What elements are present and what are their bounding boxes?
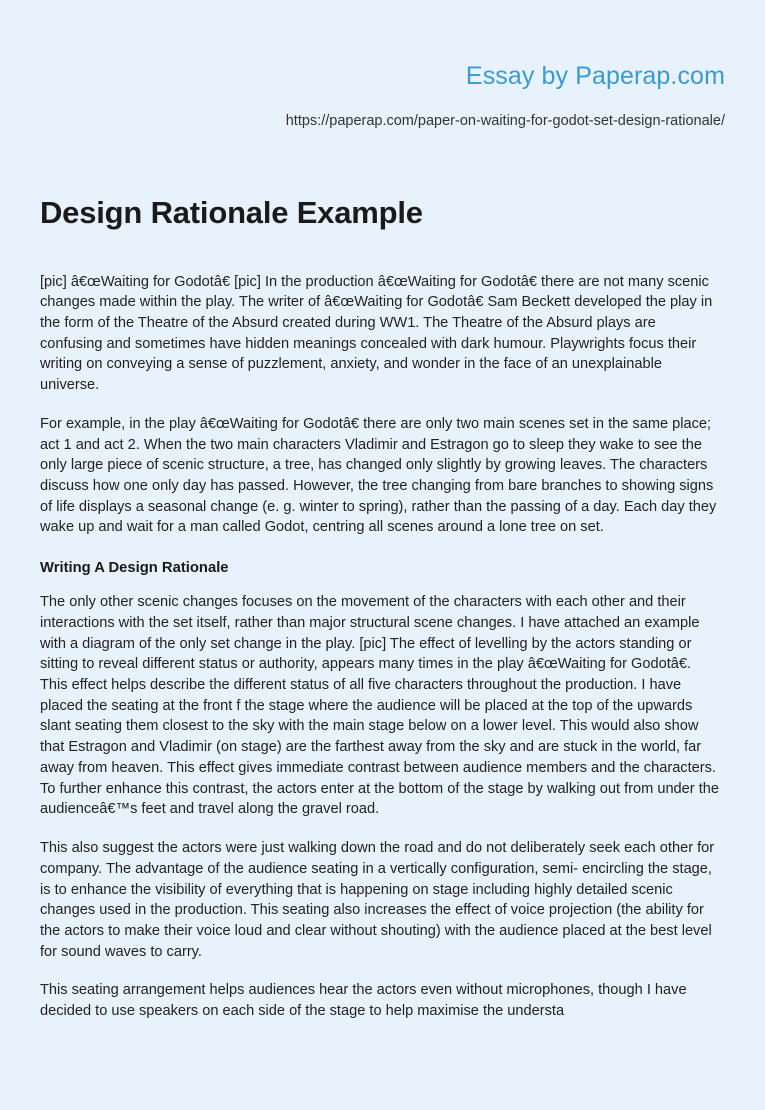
document-body <box>0 252 765 1022</box>
page-title: Design Rationale Example <box>40 194 423 230</box>
section-heading: Writing A Design Rationale <box>40 560 229 577</box>
paragraph: [pic] â€œWaiting for Godotâ€ [pic] In the production â€œWaiting for Godotâ€ there are not many scenic changes made within the play. The writer of â€œWaiting for Godotâ€ Sam Beckett developed the play in the form of the Theatre of the Absurd created during WW1. The Theatre of the Absurd plays are confusing and sometimes have hidden meanings concealed with dark humour. Playwrights focus their writing on conveying a sense of puzzlement, anxiety, and wonder in the face of an unexplainable universe. <box>40 273 713 394</box>
paragraph: This also suggest the actors were just walking down the road and do not deliberately seek each other for company. The advantage of the audience seating in a vertically configuration, semi- encircling the stage, is to enhance the visibility of everything that is happening on stage including highly detailed scenic changes used in the production. This seating also increases the effect of voice projection (the ability for the actors to make their voice loud and clear without shouting) with the audience placed at the best level for sound waves to carry. <box>40 840 715 960</box>
site-brand: Essay by Paperap.com <box>465 62 725 90</box>
paragraph: For example, in the play â€œWaiting for Godotâ€ there are only two main scenes set in the same place; act 1 and act 2. When the two main characters Vladimir and Estragon go to sleep they wake to see the only large piece of scenic structure, a tree, has changed only slightly by growing leaves. The characters discuss how one only day has passed. However, the tree changing from bare branches to showing signs of life displays a seasonal change (e. g. winter to spring), rather than the passing of a day. Each day they wake up and wait for a man called Godot, centring all scenes around a lone tree on set. <box>40 415 717 536</box>
paragraph: This seating arrangement helps audiences hear the actors even without microphones, though I have decided to use speakers on each side of the stage to help maximise the understa <box>40 982 687 1020</box>
paragraph: The only other scenic changes focuses on the movement of the characters with each other and their interactions with the set itself, rather than major structural scene changes. I have attached an example with a diagram of the only set change in the play. [pic] The effect of levelling by the actors standing or sitting to reveal different status or authority, appears many times in the play â€œWaiting for Godotâ€. This effect helps describe the different status of all five characters throughout the production. I have placed the seating at the front f the stage where the audience will be placed at the top of the upwards slant seating them closest to the sky with the main stage below on a lower level. This would also show that Estragon and Vladimir (on stage) are the farthest away from the sky and are stuck in the world, far away from heaven. This effect gives immediate contrast between audience members and the characters. To further enhance this contrast, the actors enter at the bottom of the stage by walking out from under the audienceâ€™s feet and travel along the gravel road. <box>40 594 719 818</box>
source-url[interactable]: https://paperap.com/paper-on-waiting-for-godot-set-design-rationale/ <box>285 113 725 129</box>
